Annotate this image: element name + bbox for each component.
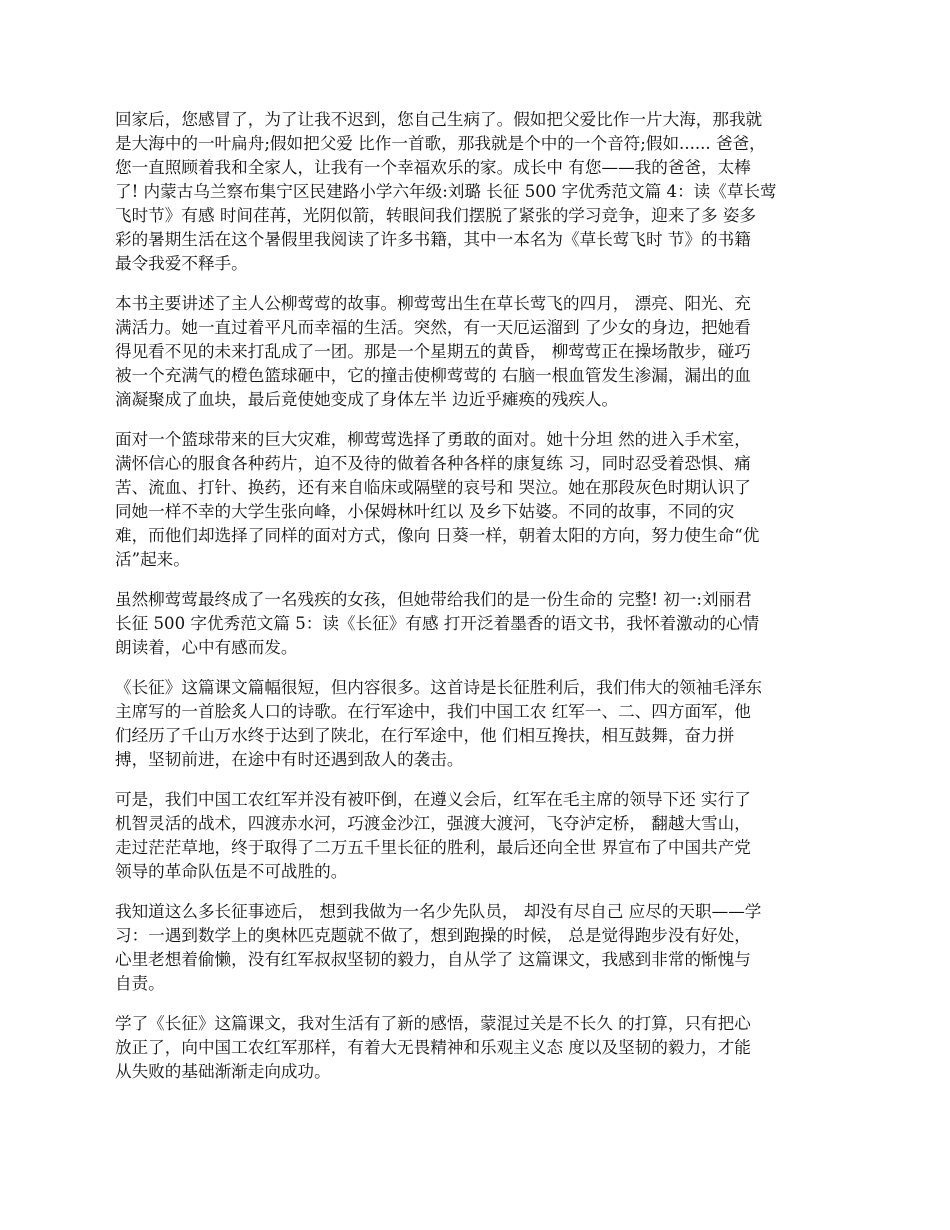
- text-line: 搏，坚韧前进，在途中有时还遇到敌人的袭击。: [115, 750, 464, 769]
- text-line: 本书主要讲述了主人公柳莺莺的故事。柳莺莺出生在草长莺飞的四月， 漂亮、阳光、充: [115, 294, 751, 313]
- text-line: 面对一个篮球带来的巨大灾难，柳莺莺选择了勇敢的面对。她十分坦 然的进入手术室，: [115, 430, 751, 449]
- text-line: 活”起来。: [115, 550, 190, 569]
- paragraph-3: [115, 428, 837, 572]
- text-line: 得见看不见的未来打乱成了一团。那是一个星期五的黄昏， 柳莺莺正在操场散步，碰巧: [115, 342, 751, 361]
- text-line: 被一个充满气的橙色篮球砸中，它的撞击使柳莺莺的 右脑一根血管发生渗漏，漏出的血: [115, 366, 751, 385]
- text-line: 领导的革命队伍是不可战胜的。: [115, 862, 348, 881]
- text-line: 了! 内蒙古乌兰察布集宁区民建路小学六年级:刘璐 长征 500 字优秀范文篇 4：读《草长莺: [115, 182, 777, 201]
- text-line: 《长征》这篇课文篇幅很短，但内容很多。这首诗是长征胜利后，我们伟大的领袖毛泽东: [115, 678, 763, 697]
- text-line: 满活力。她一直过着平凡而幸福的生活。突然，有一天厄运溜到 了少女的身边，把她看: [115, 318, 751, 337]
- paragraph-2: [115, 292, 837, 412]
- text-line: 从失败的基础渐渐走向成功。: [115, 1062, 331, 1081]
- text-line: 放正了，向中国工农红军那样，有着大无畏精神和乐观主义态 度以及坚韧的毅力，才能: [115, 1038, 751, 1057]
- text-line: 苦、流血、打针、换药，还有来自临床或隔壁的哀号和 哭泣。她在那段灰色时期认识了: [115, 478, 751, 497]
- text-line: 自责。: [115, 974, 165, 993]
- paragraph-1: [115, 108, 837, 276]
- paragraph-4: [115, 588, 837, 660]
- text-line: 朗读着，心中有感而发。: [115, 638, 298, 657]
- text-line: 滴凝聚成了血块，最后竟使她变成了身体左半 边近乎瘫痪的残疾人。: [115, 390, 619, 409]
- paragraph-8: [115, 1012, 837, 1084]
- text-line: 学了《长征》这篇课文，我对生活有了新的感悟，蒙混过关是不长久 的打算，只有把心: [115, 1014, 751, 1033]
- text-line: 回家后，您感冒了，为了让我不迟到，您自己生病了。假如把父爱比作一片大海，那我就: [115, 110, 763, 129]
- text-line: 彩的暑期生活在这个暑假里我阅读了许多书籍，其中一本名为《草长莺飞时 节》的书籍: [115, 230, 751, 249]
- document-body: [115, 108, 837, 1100]
- text-line: 走过茫茫草地，终于取得了二万五千里长征的胜利，最后还向全世 界宣布了中国共产党: [115, 838, 751, 857]
- text-line: 习：一遇到数学上的奥林匹克题就不做了，想到跑操的时候， 总是觉得跑步没有好处，: [115, 926, 751, 945]
- paragraph-7: [115, 900, 837, 996]
- text-line: 可是，我们中国工农红军并没有被吓倒，在遵义会后，红军在毛主席的领导下还 实行了: [115, 790, 751, 809]
- text-line: 长征 500 字优秀范文篇 5：读《长征》有感 打开泛着墨香的语文书，我怀着激动的心情: [115, 614, 760, 633]
- text-line: 主席写的一首脍炙人口的诗歌。在行军途中，我们中国工农 红军一、二、四方面军，他: [115, 702, 751, 721]
- text-line: 满怀信心的服食各种药片，迫不及待的做着各种各样的康复练 习，同时忍受着恐惧、痛: [115, 454, 751, 473]
- text-line: 我知道这么多长征事迹后， 想到我做为一名少先队员， 却没有尽自己 应尽的天职——学: [115, 902, 762, 921]
- text-line: 最令我爱不释手。: [115, 254, 248, 273]
- text-line: 是大海中的一叶扁舟;假如把父爱 比作一首歌，那我就是个中的一个音符;假如...... 爸爸，: [115, 134, 766, 153]
- text-line: 同她一样不幸的大学生张向峰，小保姆林叶红以 及乡下姑婆。不同的故事，不同的灾: [115, 502, 735, 521]
- text-line: 虽然柳莺莺最终成了一名残疾的女孩，但她带给我们的是一份生命的 完整! 初一:刘丽君: [115, 590, 752, 609]
- text-line: 飞时节》有感 时间荏苒，光阴似箭，转眼间我们摆脱了紧张的学习竞争，迎来了多 姿多: [115, 206, 757, 225]
- text-line: 机智灵活的战术，四渡赤水河，巧渡金沙江，强渡大渡河，飞夺泸定桥， 翻越大雪山，: [115, 814, 751, 833]
- text-line: 们经历了千山万水终于达到了陕北，在行军途中，他 们相互搀扶，相互鼓舞，奋力拼: [115, 726, 735, 745]
- text-line: 心里老想着偷懒，没有红军叔叔坚韧的毅力，自从学了 这篇课文，我感到非常的惭愧与: [115, 950, 751, 969]
- paragraph-5: [115, 676, 837, 772]
- paragraph-6: [115, 788, 837, 884]
- text-line: 您一直照顾着我和全家人，让我有一个幸福欢乐的家。成长中 有您——我的爸爸，太棒: [115, 158, 751, 177]
- text-line: 难，而他们却选择了同样的面对方式，像向 日葵一样，朝着太阳的方向，努力使生命“优: [115, 526, 760, 545]
